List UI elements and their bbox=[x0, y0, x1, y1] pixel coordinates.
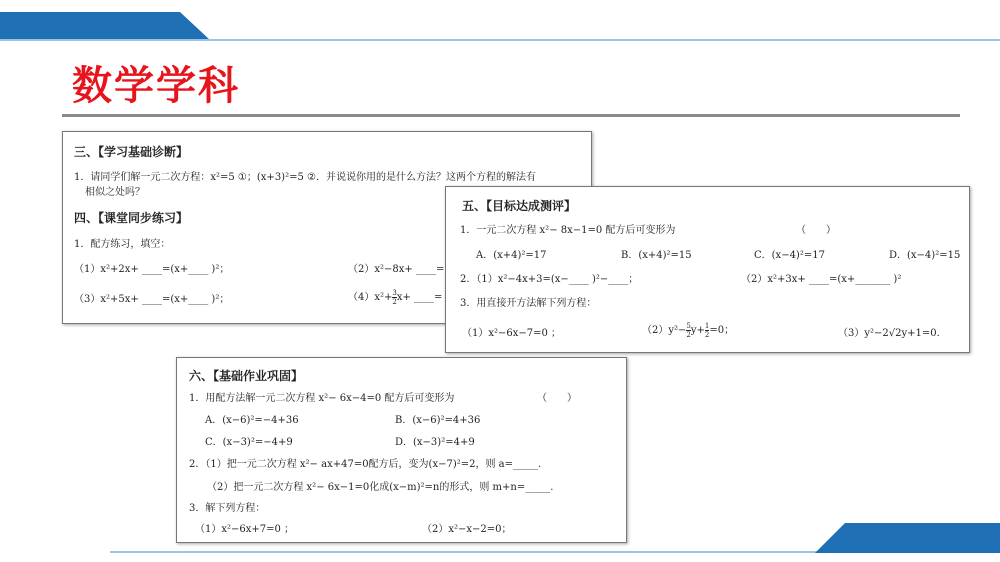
page-title: 数学学科 bbox=[72, 63, 240, 109]
option-b: B．(x+4)²=15 bbox=[621, 250, 692, 261]
option-c: C．(x−3)²=−4+9 bbox=[205, 437, 293, 448]
exercise-item: （1）x²−6x+7=0 ； bbox=[195, 524, 295, 535]
worksheet-card-assessment bbox=[445, 186, 970, 353]
question-text: 1．一元二次方程 x²− 8x−1=0 配方后可变形为 bbox=[460, 225, 676, 236]
exercise-text: =0； bbox=[709, 325, 735, 336]
exercise-text: x+ ____= bbox=[396, 292, 443, 303]
exercise-item: （3）x²+5x+ ____=(x+____ )²； bbox=[74, 294, 230, 305]
question-text: 3．解下列方程： bbox=[189, 503, 266, 514]
header-line bbox=[0, 39, 1000, 41]
section-heading: 四、【课堂同步练习】 bbox=[74, 211, 189, 225]
header-blue-tab bbox=[0, 12, 210, 40]
question-text: 2．（1）x²−4x+3=(x−____ )²−____； bbox=[460, 274, 639, 285]
worksheet-card-homework bbox=[176, 357, 627, 543]
question-text: 1．配方练习，填空： bbox=[74, 239, 171, 250]
option-c: C．(x−4)²=17 bbox=[754, 250, 825, 261]
question-text: 1．用配方法解一元二次方程 x²− 6x−4=0 配方后可变形为 bbox=[189, 393, 455, 404]
exercise-item: （2）x²−8x+ ____= bbox=[348, 264, 445, 275]
fraction: $\frac{3}{2}$ bbox=[392, 289, 397, 306]
exercise-text: （4）x²+ bbox=[348, 292, 393, 303]
question-text: 1．请同学们解一元二次方程：x²=5 ①；(x+3)²=5 ②．并说说你用的是什么方法？这两个方程的解法有 bbox=[74, 172, 536, 183]
question-text: （2）x²+3x+ ____=(x+_______ )² bbox=[741, 274, 902, 285]
option-a: A．(x+4)²=17 bbox=[476, 250, 547, 261]
option-d: D．(x−4)²=15 bbox=[889, 250, 961, 261]
section-heading: 六、【基础作业巩固】 bbox=[189, 369, 304, 383]
section-heading: 三、【学习基础诊断】 bbox=[74, 145, 189, 159]
exercise-item bbox=[642, 322, 734, 339]
answer-bracket: （ ） bbox=[796, 225, 836, 236]
exercise-item: （3）y²−2√2y+1=0． bbox=[838, 328, 947, 339]
exercise-text: y+ bbox=[690, 325, 705, 336]
answer-bracket: （ ） bbox=[537, 393, 577, 404]
question-text: 2．（1）把一元二次方程 x²− ax+47=0配方后，变为(x−7)²=2，则 a=_____. bbox=[189, 459, 542, 470]
exercise-item: （2）x²−x−2=0； bbox=[422, 524, 512, 535]
exercise-item: （1）x²−6x−7=0 ； bbox=[462, 328, 562, 339]
question-text: （2）把一元二次方程 x²− 6x−1=0化成(x−m)²=n的形式，则 m+n=_____. bbox=[207, 482, 554, 493]
question-text: 相似之处吗？ bbox=[85, 187, 145, 198]
option-d: D．(x−3)²=4+9 bbox=[395, 437, 475, 448]
fraction: $\frac{1}{2}$ bbox=[704, 322, 710, 339]
title-divider bbox=[62, 114, 960, 117]
footer-blue-tab bbox=[815, 523, 1000, 553]
exercise-item: （1）x²+2x+ ____=(x+____ )²； bbox=[74, 264, 230, 275]
fraction: $\frac{5}{2}$ bbox=[686, 322, 691, 339]
option-b: B．(x−6)²=4+36 bbox=[395, 415, 481, 426]
question-text: 3．用直接开方法解下列方程： bbox=[460, 298, 597, 309]
option-a: A．(x−6)²=−4+36 bbox=[205, 415, 299, 426]
exercise-text: （2）y²− bbox=[642, 325, 687, 336]
section-heading: 五、【目标达成测评】 bbox=[462, 199, 577, 213]
exercise-item bbox=[348, 289, 442, 306]
